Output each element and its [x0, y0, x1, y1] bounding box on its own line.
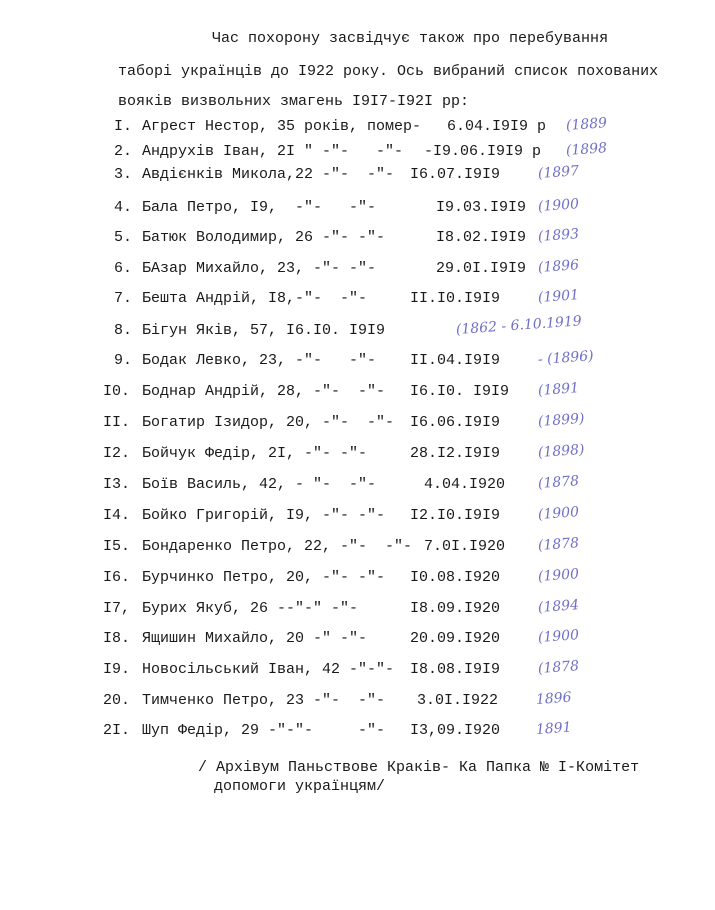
- handwritten-birth-year: - (1896): [537, 348, 595, 368]
- intro-line-2: таборі українців до І922 року. Ось вибраний список похованих: [118, 63, 659, 80]
- entry-name: Бігун Яків, 57, I6.I0. I9I9: [142, 322, 386, 339]
- handwritten-birth-year: (1900: [537, 627, 580, 646]
- entry-name: Боднар Андрій, 28, -"- -"-: [142, 383, 386, 400]
- entry-date: I9.03.I9I9: [436, 199, 527, 216]
- handwritten-birth-year: (1878: [537, 473, 580, 492]
- entry-name: Ящишин Михайло, 20 -" -"-: [142, 630, 368, 647]
- list-item: [0, 287, 715, 316]
- entry-date: 20.09.I920: [410, 630, 501, 647]
- handwritten-birth-year: (1900: [537, 566, 580, 585]
- entry-number: II.: [103, 414, 131, 431]
- list-item: [0, 226, 715, 255]
- list-item: [0, 348, 715, 378]
- entry-name: Новосільський Іван, 42 -"-"-: [142, 661, 395, 678]
- list-item: [0, 504, 715, 533]
- entry-number: I8.: [103, 630, 131, 647]
- entry-date: I3,09.I920: [410, 722, 501, 739]
- entry-name: Авдієнків Микола,22 -"- -"-: [142, 166, 395, 183]
- intro-line-3: вояків визвольних змагень І9І7-І92І рр:: [118, 93, 470, 110]
- entry-number: 7.: [114, 290, 133, 307]
- handwritten-birth-year: (1898): [537, 441, 586, 461]
- entry-date: -I9.06.I9I9 р: [424, 143, 542, 160]
- list-item: [0, 313, 715, 348]
- handwritten-birth-year: (1891: [537, 380, 580, 399]
- handwritten-birth-year: (1896: [537, 257, 580, 276]
- entry-name: Тимченко Петро, 23 -"- -"-: [142, 692, 386, 709]
- list-item: [0, 473, 715, 502]
- handwritten-birth-year: (1889: [565, 115, 608, 134]
- handwritten-birth-year: (1898: [565, 140, 608, 159]
- list-item: [0, 566, 715, 595]
- entry-number: I0.: [103, 383, 131, 400]
- entry-date: II.I0.I9I9: [410, 290, 501, 307]
- entry-name: Бурчинко Петро, 20, -"- -"-: [142, 569, 386, 586]
- list-item: [0, 597, 715, 626]
- handwritten-birth-year: (1878: [537, 658, 580, 677]
- entry-number: I6.: [103, 569, 131, 586]
- entry-date: I8.08.I9I9: [410, 661, 501, 678]
- entry-name: Богатир Ізидор, 20, -"- -"-: [142, 414, 395, 431]
- entry-number: 3.: [114, 166, 133, 183]
- entry-number: I5.: [103, 538, 131, 555]
- entry-date: I0.08.I920: [410, 569, 501, 586]
- entry-number: I2.: [103, 445, 131, 462]
- list-item: [0, 410, 715, 440]
- entry-name: БАзар Михайло, 23, -"- -"-: [142, 260, 377, 277]
- entry-date: II.04.I9I9: [410, 352, 501, 369]
- entry-number: 2.: [114, 143, 133, 160]
- list-item: [0, 115, 715, 144]
- entry-name: Бойчук Федір, 2I, -"- -"-: [142, 445, 368, 462]
- handwritten-birth-year: (1900: [537, 196, 580, 215]
- entry-name: Батюк Володимир, 26 -"- -"-: [142, 229, 386, 246]
- handwritten-birth-year: (1893: [537, 226, 580, 245]
- list-item: [0, 719, 715, 748]
- entry-date: 4.04.I920: [424, 476, 506, 493]
- entry-number: I3.: [103, 476, 131, 493]
- entry-name: Бала Петро, I9, -"- -"-: [142, 199, 377, 216]
- handwritten-birth-year: (1900: [537, 504, 580, 523]
- entry-date: 29.0I.I9I9: [436, 260, 527, 277]
- list-item: [0, 658, 715, 687]
- entry-name: Андрухів Іван, 2I " -"- -"-: [142, 143, 404, 160]
- entry-number: 5.: [114, 229, 133, 246]
- handwritten-birth-year: 1891: [535, 719, 573, 738]
- entry-date: 7.0I.I920: [424, 538, 506, 555]
- handwritten-birth-year: (1862 - 6.10.1919: [455, 313, 583, 338]
- entry-date: 6.04.I9I9 р: [447, 118, 547, 135]
- entry-number: 8.: [114, 322, 133, 339]
- handwritten-birth-year: (1894: [537, 597, 580, 616]
- entry-name: Бойко Григорій, I9, -"- -"-: [142, 507, 386, 524]
- entry-name: Бондаренко Петро, 22, -"- -"-: [142, 538, 413, 555]
- entry-number: 2I.: [103, 722, 131, 739]
- list-item: [0, 627, 715, 656]
- entry-name: Бурих Якуб, 26 --"-" -"-: [142, 600, 359, 617]
- entry-name: Шуп Федір, 29 -"-"- -"-: [142, 722, 386, 739]
- list-item: [0, 163, 715, 192]
- entry-name: Агрест Нестор, 35 років, помер-: [142, 118, 422, 135]
- handwritten-birth-year: (1901: [537, 287, 580, 306]
- entry-date: I6.I0. I9I9: [410, 383, 510, 400]
- handwritten-birth-year: (1897: [537, 163, 580, 182]
- entry-name: Боїв Василь, 42, - "- -"-: [142, 476, 377, 493]
- entry-number: 9.: [114, 352, 133, 369]
- entry-number: 4.: [114, 199, 133, 216]
- entry-date: I8.02.I9I9: [436, 229, 527, 246]
- list-item: [0, 380, 715, 409]
- list-item: [0, 689, 715, 718]
- entry-number: I.: [114, 118, 133, 135]
- entry-number: 20.: [103, 692, 131, 709]
- footer-line-2: допомоги українцям/: [214, 778, 386, 795]
- entry-date: I2.I0.I9I9: [410, 507, 501, 524]
- list-item: [0, 257, 715, 286]
- entry-number: I9.: [103, 661, 131, 678]
- handwritten-birth-year: 1896: [535, 689, 573, 708]
- entry-number: I4.: [103, 507, 131, 524]
- list-item: [0, 535, 715, 564]
- footer-line-1: / Архівум Паньствове Краків- Ка Папка № I-Комітет: [198, 759, 640, 776]
- entry-date: 28.I2.I9I9: [410, 445, 501, 462]
- entry-name: Бешта Андрій, I8,-"- -"-: [142, 290, 368, 307]
- entry-name: Бодак Левко, 23, -"- -"-: [142, 352, 377, 369]
- list-item: [0, 196, 715, 225]
- entry-number: I7,: [103, 600, 131, 617]
- entry-date: I8.09.I920: [410, 600, 501, 617]
- entry-date: I6.06.I9I9: [410, 414, 501, 431]
- entry-date: 3.0I.I922: [417, 692, 499, 709]
- entry-number: 6.: [114, 260, 133, 277]
- intro-line-1: Час похорону засвідчує також про перебування: [212, 30, 609, 47]
- list-item: [0, 441, 715, 471]
- handwritten-birth-year: (1899): [537, 410, 586, 430]
- handwritten-birth-year: (1878: [537, 535, 580, 554]
- entry-date: I6.07.I9I9: [410, 166, 501, 183]
